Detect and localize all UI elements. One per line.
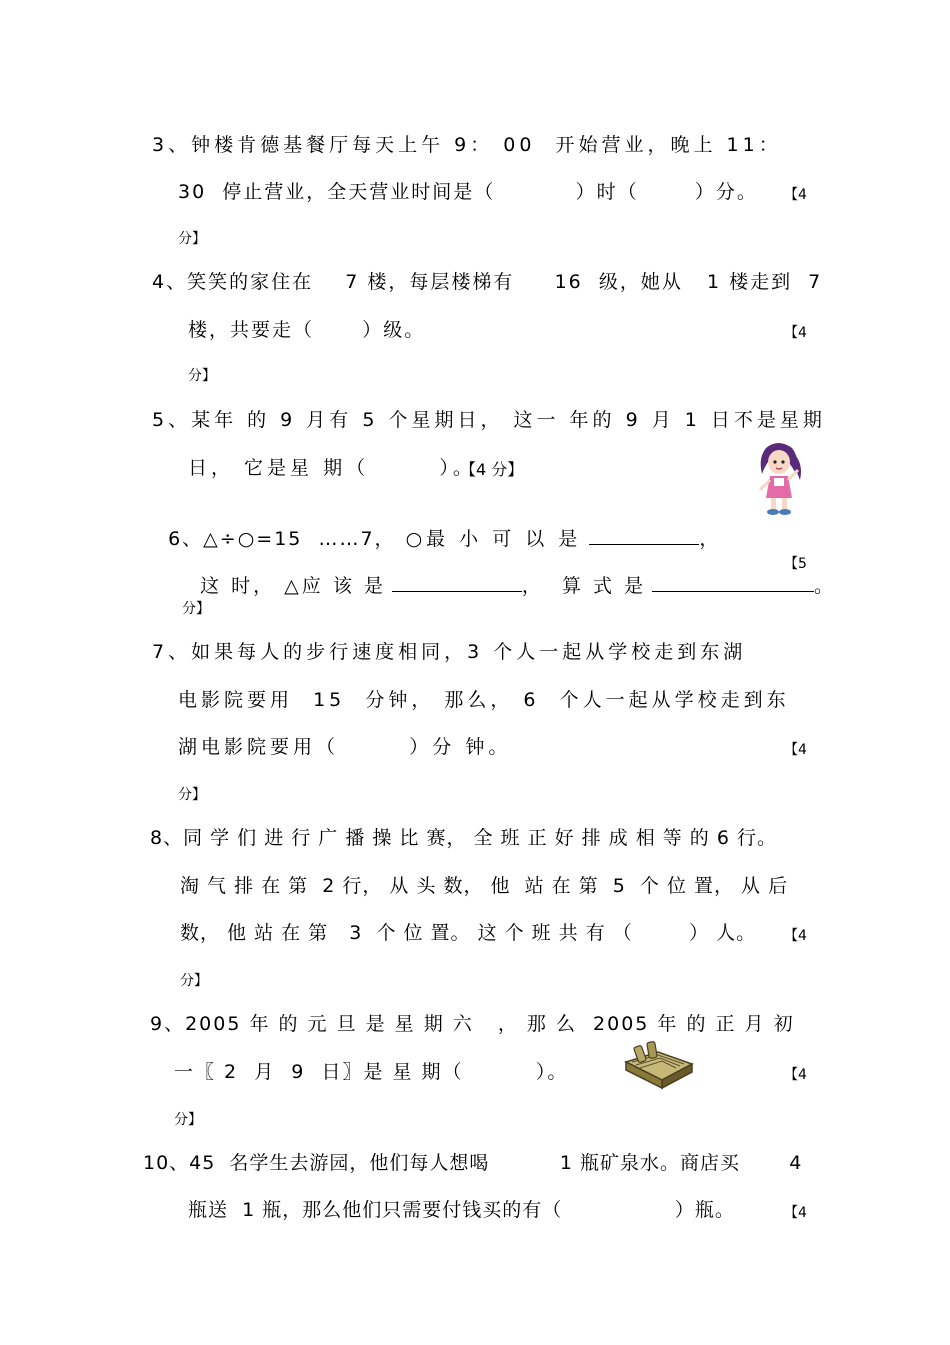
- q6-answer-blank-1[interactable]: [589, 526, 699, 545]
- q6-line-1: [152, 502, 720, 551]
- q6-equation: 6、△÷○=15 ……7，: [168, 528, 396, 550]
- q5-points: 【4 分】: [460, 460, 524, 479]
- q10-line-1: 10、45 名学生去游园，他们每人想喝 1 瓶矿泉水。商店买 4: [143, 1152, 803, 1174]
- q4-line-1: 4、笑笑的家住在 7 楼，每层楼梯有 16 级，她从 1 楼走到 7: [152, 271, 823, 293]
- q7-points: 【4: [784, 742, 807, 758]
- q4-points-unit: 分】: [188, 368, 216, 384]
- q6-points-unit: 分】: [182, 601, 210, 617]
- q6-points: 【5: [784, 556, 807, 572]
- q6-formula-label: ， 算 式 是: [521, 575, 647, 597]
- q9-line-2: 一〖 2 月 9 日〗是 星 期（ ）。: [174, 1061, 569, 1083]
- q6-line-2: [182, 549, 836, 598]
- q4-points: 【4: [784, 325, 807, 341]
- q7-line-3: 湖电影院要用（ ）分 钟。: [178, 736, 512, 758]
- q10-line-2: 瓶送 1 瓶，那么他们只需要付钱买的有（ ）瓶。: [188, 1199, 735, 1221]
- girl-illustration: [748, 440, 808, 518]
- q10-points: 【4: [784, 1205, 807, 1221]
- q5-line-2: 日， 它是星 期（ ）。: [188, 457, 476, 479]
- q8-points-unit: 分】: [180, 973, 208, 989]
- q7-points-unit: 分】: [178, 787, 206, 803]
- q6-period: 。: [814, 575, 837, 597]
- q7-line-2: 电影院要用 15 分钟， 那么， 6 个人一起从学校走到东: [178, 689, 790, 711]
- q4-line-2: 楼，共要走（ ）级。: [188, 319, 426, 341]
- q8-points: 【4: [784, 928, 807, 944]
- q7-line-1: 7、如果每人的步行速度相同，3 个人一起从学校走到东湖: [152, 641, 747, 663]
- q6-answer-blank-2[interactable]: [392, 573, 522, 592]
- q8-line-1: 8、同 学 们 进 行 广 播 操 比 赛， 全 班 正 好 排 成 相 等 的 6 行。: [150, 827, 777, 849]
- q3-line-2: 30 停止营业，全天营业时间是（ ）时（ ）分。: [178, 181, 758, 203]
- q9-points: 【4: [784, 1067, 807, 1083]
- q3-points-unit: 分】: [178, 231, 206, 247]
- q9-points-unit: 分】: [174, 1112, 202, 1128]
- q6-answer-blank-3[interactable]: [652, 573, 814, 592]
- q6-triangle-label: 这 时， △应 该 是: [200, 575, 386, 597]
- q8-line-2: 淘 气 排 在 第 2 行， 从 头 数， 他 站 在 第 5 个 位 置， 从 后: [180, 875, 789, 897]
- q6-comma: ，: [699, 528, 721, 550]
- q5-line-1: 5、某年 的 9 月有 5 个星期日， 这一 年的 9 月 1 日不是星期: [152, 409, 826, 431]
- q9-line-1: 9、2005 年 的 元 旦 是 星 期 六 ， 那 么 2005 年 的 正 月 初: [150, 1013, 795, 1035]
- book-illustration: [622, 1040, 696, 1090]
- q8-line-3: 数， 他 站 在 第 3 个 位 置。 这 个 班 共 有 （ ） 人。: [180, 922, 757, 944]
- q6-circle-min-label: ○最 小 可 以 是: [405, 528, 582, 550]
- q3-points: 【4: [784, 187, 807, 203]
- q3-line-1: 3、钟楼肯德基餐厅每天上午 9： 00 开始营业，晚上 11：: [152, 134, 782, 156]
